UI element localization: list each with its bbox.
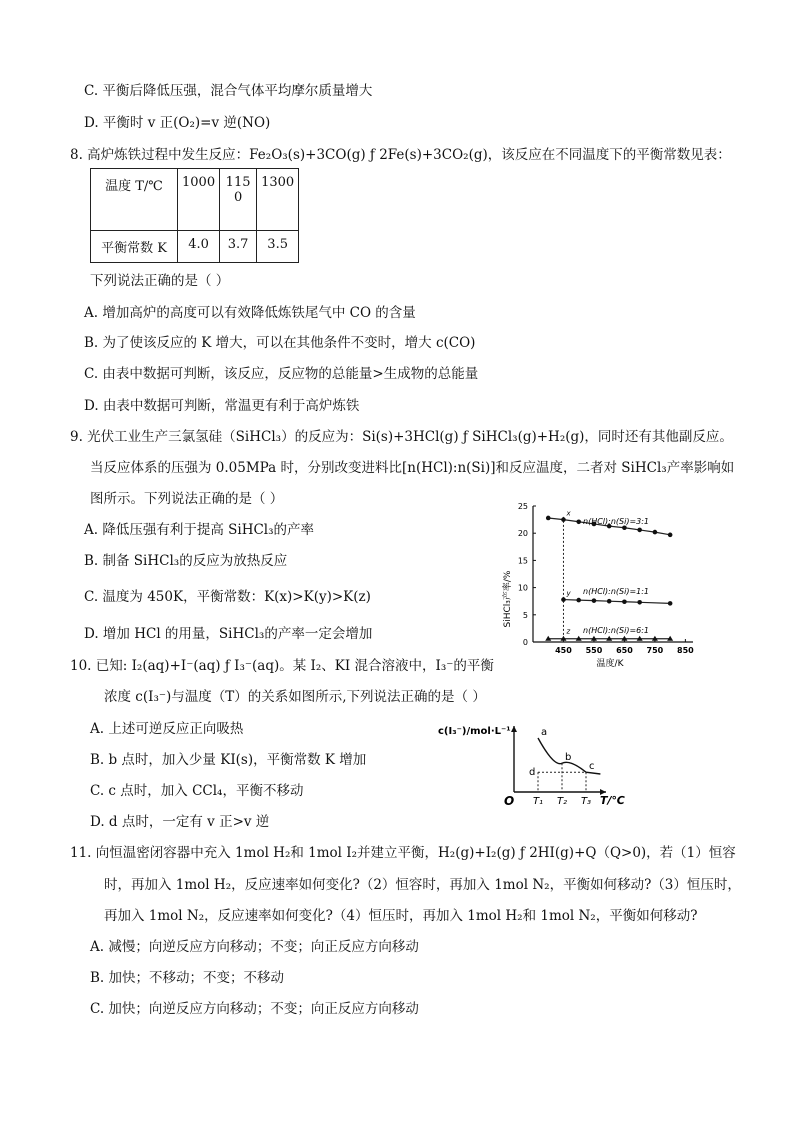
q10-option-b: B. b 点时，加入少量 KI(s)，平衡常数 K 增加 <box>90 752 367 768</box>
data-point <box>592 598 597 603</box>
x-tick-label: T₂ <box>556 796 568 807</box>
q9-option-a: A. 降低压强有利于提高 SiHCl₃的产率 <box>84 522 315 538</box>
x-axis-label: 温度/K <box>596 659 624 669</box>
table-cell-k-3: 3.5 <box>257 231 299 263</box>
data-point <box>653 530 658 535</box>
q9-option-b: B. 制备 SiHCl₃的反应为放热反应 <box>84 553 288 569</box>
q8-option-c: C. 由表中数据可判断，该反应，反应物的总能量>生成物的总能量 <box>84 366 479 382</box>
data-point <box>546 516 551 521</box>
data-point <box>607 599 612 604</box>
table-cell-k-2: 3.7 <box>220 231 257 263</box>
point-label-d: d <box>529 767 536 779</box>
data-point <box>622 525 627 530</box>
point-label-b: b <box>565 752 572 764</box>
table-cell-temp-1: 1000 <box>178 169 220 231</box>
y-tick-label: 5 <box>522 610 528 620</box>
legend-series-1-1: n(HCl):n(Si)=1:1 <box>583 587 650 596</box>
data-point <box>576 519 581 524</box>
q11-option-c: C. 加快；向逆反应方向移动；不变；向正反应方向移动 <box>90 1001 419 1017</box>
q7-option-c: C. 平衡后降低压强，混合气体平均摩尔质量增大 <box>84 83 373 99</box>
point-label-c: c <box>589 761 595 773</box>
chart-marks <box>545 510 673 641</box>
q8-option-a: A. 增加高炉的高度可以有效降低炼铁尾气中 CO 的含量 <box>84 305 416 321</box>
data-point <box>668 601 673 606</box>
x-tick-label: 450 <box>555 646 572 655</box>
origin-label: O <box>504 794 515 808</box>
q11-stem-line1: 11. 向恒温密闭容器中充入 1mol H₂和 1mol I₂并建立平衡，H₂(g)+I₂(g) ƒ 2HI(g)+Q（Q>0)，若（1）恒容 <box>70 845 736 861</box>
q10-stem-line1: 10. 已知: I₂(aq)+I⁻(aq) ƒ I₃⁻(aq)。某 I₂、KI 混合溶液中，I₃⁻的平衡 <box>70 658 494 674</box>
q8-option-b: B. 为了使该反应的 K 增大，可以在其他条件不变时，增大 c(CO) <box>84 335 476 351</box>
y-tick-label: 20 <box>517 529 528 539</box>
data-point <box>637 600 642 605</box>
x-tick-label: 750 <box>646 646 664 655</box>
q9-stem-line1: 9. 光伏工业生产三氯氢硅（SiHCl₃）的反应为：Si(s)+3HCl(g) ƒ SiHCl₃(g)+H₂(g)，同时还有其他副反应。 <box>70 429 733 445</box>
y-axis-arrow <box>511 726 517 732</box>
q11-option-a: A. 减慢；向逆反应方向移动；不变；向正反应方向移动 <box>90 939 419 955</box>
q11-stem-line3: 再加入 1mol N₂，反应速率如何变化?（4）恒压时，再加入 1mol H₂和 1mol N₂，平衡如何移动? <box>104 908 698 924</box>
q9-stem-line2: 当反应体系的压强为 0.05MPa 时，分别改变进料比[n(HCl):n(Si)]和反应温度，二者对 SiHCl₃产率影响如 <box>90 460 735 476</box>
x-tick-label: 650 <box>616 646 633 655</box>
point-label-a: a <box>541 727 548 738</box>
y-tick-label: 0 <box>522 638 528 647</box>
x-tick-label: T₁ <box>532 796 544 807</box>
x-tick-label: T₃ <box>580 796 592 807</box>
q10-stem-line2: 浓度 c(I₃⁻)与温度（T）的关系如图所示,下列说法正确的是（ ） <box>104 689 486 705</box>
table-header-temperature: 温度 T/℃ <box>91 169 178 231</box>
table-cell-k-1: 4.0 <box>178 231 220 263</box>
equilibrium-constant-table <box>90 168 299 263</box>
data-point <box>622 599 627 604</box>
q9-option-c: C. 温度为 450K，平衡常数：K(x)>K(y)>K(z) <box>84 589 371 605</box>
q8-prompt: 下列说法正确的是（ ） <box>90 273 230 289</box>
q10-option-a: A. 上述可逆反应正向吸热 <box>90 721 244 737</box>
x-axis-label: T/℃ <box>600 794 625 807</box>
y-tick-label: 15 <box>517 556 528 566</box>
data-point <box>637 528 642 533</box>
q10-option-c: C. c 点时，加入 CCl₄，平衡不移动 <box>90 783 304 799</box>
table-cell-temp-2: 1150 <box>220 169 257 231</box>
point-label-z: z <box>566 627 571 636</box>
q9-option-d: D. 增加 HCl 的用量，SiHCl₃的产率一定会增加 <box>84 626 373 642</box>
i3-concentration-chart <box>434 720 626 812</box>
point-label-x: x <box>566 509 571 518</box>
q10-option-d: D. d 点时，一定有 v 正>v 逆 <box>90 814 270 830</box>
q7-option-d: D. 平衡时 v 正(O₂)=v 逆(NO) <box>84 115 271 131</box>
data-point <box>668 533 673 538</box>
chart-marks <box>529 727 600 792</box>
y-axis-label: c(I₃⁻)/mol·L⁻¹ <box>438 726 511 737</box>
sihcl3-yield-chart <box>488 494 698 674</box>
x-tick-label: 850 <box>677 646 694 655</box>
y-tick-label: 25 <box>517 502 528 511</box>
q8-stem: 8. 高炉炼铁过程中发生反应：Fe₂O₃(s)+3CO(g) ƒ 2Fe(s)+3CO₂(g)，该反应在不同温度下的平衡常数见表： <box>70 147 731 163</box>
q8-option-d: D. 由表中数据可判断，常温更有利于高炉炼铁 <box>84 398 360 414</box>
x-tick-label: 550 <box>585 646 603 655</box>
data-point <box>576 598 581 603</box>
q11-stem-line2: 时，再加入 1mol H₂，反应速率如何变化?（2）恒容时，再加入 1mol N₂，平衡如何移动?（3）恒压时， <box>104 877 741 893</box>
point-label-y: y <box>566 589 571 598</box>
table-header-k: 平衡常数 K <box>91 231 178 263</box>
data-point <box>561 597 566 602</box>
table-cell-temp-3: 1300 <box>257 169 299 231</box>
data-point <box>561 517 566 522</box>
legend-series-6-1: n(HCl):n(Si)=6:1 <box>583 626 650 635</box>
y-axis-label: SiHCl₃产率/% <box>503 570 513 628</box>
legend-series-3-1: n(HCl):n(Si)=3:1 <box>583 517 650 526</box>
y-tick-label: 10 <box>517 583 528 593</box>
q11-option-b: B. 加快；不移动；不变；不移动 <box>90 970 285 986</box>
q9-stem-line3: 图所示。下列说法正确的是（ ） <box>90 491 284 507</box>
